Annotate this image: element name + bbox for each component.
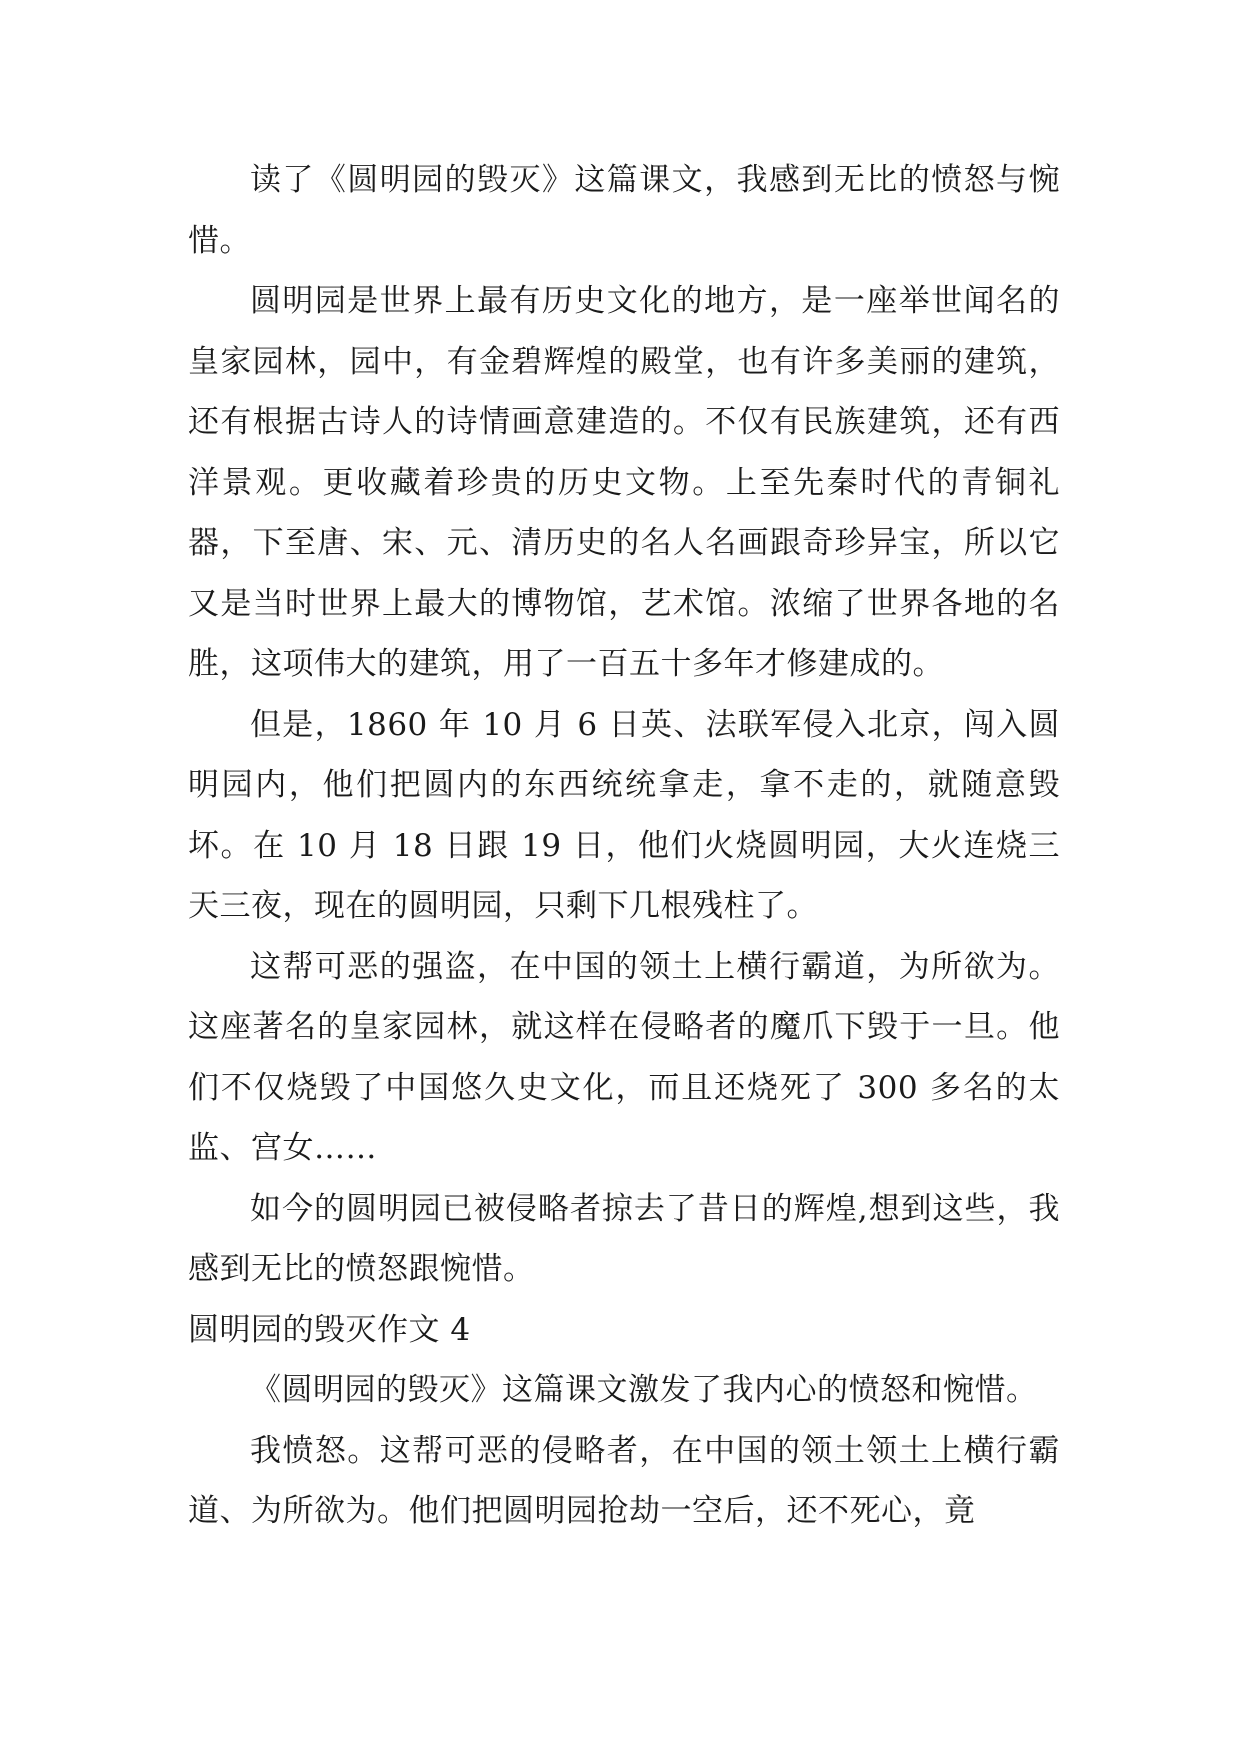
paragraph-conclusion: 如今的圆明园已被侵略者掠去了昔日的辉煌,想到这些，我感到无比的愤怒跟惋惜。 (188, 1190, 1060, 1287)
paragraph-description: 圆明园是世界上最有历史文化的地方，是一座举世闻名的皇家园林，园中，有金碧辉煌的殿堂，也有许多美丽的建筑，还有根据古诗人的诗情画意建造的。不仅有民族建筑，还有西洋景观。更收藏着珍贵的历史文物。上至先秦时代的青铜礼器，下至唐、宋、元、清历史的名人名画跟奇珍异宝，所以它又是当时世界上最大的博物馆，艺术馆。浓缩了世界各地的名胜，这项伟大的建筑，用了一百五十多年才修建成的。 (188, 283, 1060, 682)
document-body (188, 150, 1060, 1542)
paragraph-essay4-anger: 我愤怒。这帮可恶的侵略者，在中国的领土领土上横行霸道、为所欲为。他们把圆明园抢劫一空后，还不死心，竟 (188, 1432, 1060, 1529)
paragraph-invasion: 但是，1860 年 10 月 6 日英、法联军侵入北京，闯入圆明园内，他们把圆内的东西统统拿走，拿不走的，就随意毁坏。在 10 月 18 日跟 19 日，他们火烧圆明园，大火连烧三天三夜，现在的圆明园，只剩下几根残柱了。 (188, 706, 1060, 924)
paragraph-robbers: 这帮可恶的强盗，在中国的领土上横行霸道，为所欲为。这座著名的皇家园林，就这样在侵略者的魔爪下毁于一旦。他们不仅烧毁了中国悠久史文化，而且还烧死了 300 多名的太监、宫女…… (188, 948, 1060, 1166)
paragraph-intro: 读了《圆明园的毁灭》这篇课文，我感到无比的愤怒与惋惜。 (188, 162, 1060, 259)
section-title: 圆明园的毁灭作文 4 (188, 1311, 471, 1348)
paragraph-essay4-intro: 《圆明园的毁灭》这篇课文激发了我内心的愤怒和惋惜。 (250, 1372, 1038, 1408)
